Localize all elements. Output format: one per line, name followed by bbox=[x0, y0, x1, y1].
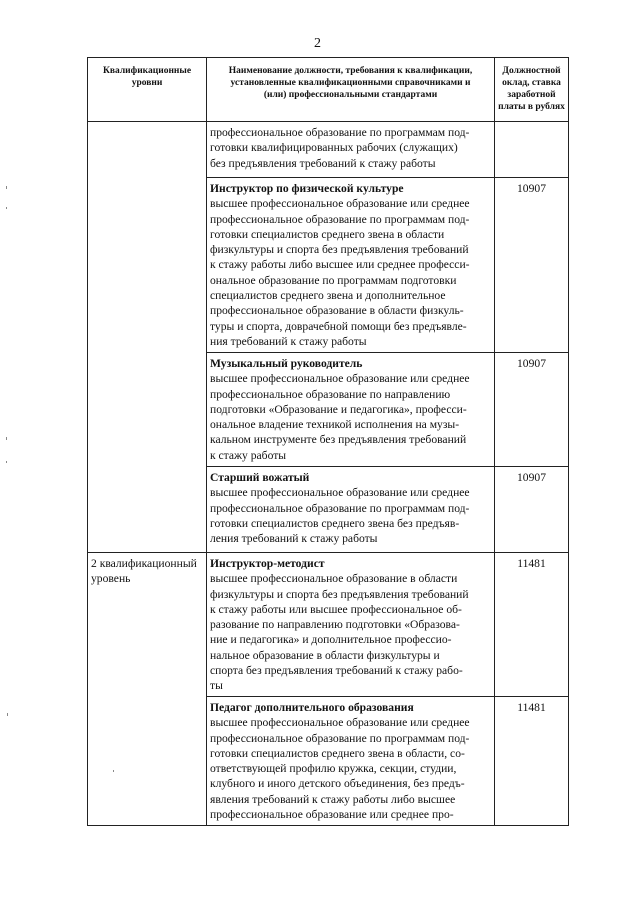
qualification-level-line: 2 квалификационный bbox=[91, 557, 197, 570]
requirement-line: к стажу работы либо высшее или среднее професси- bbox=[210, 258, 470, 272]
requirement-line: ответствующей профилю кружка, секции, студии, bbox=[210, 762, 457, 776]
qualification-level-line: уровень bbox=[91, 572, 131, 586]
requirement-line: высшее профессиональное образование или среднее bbox=[210, 372, 470, 386]
scan-artifact bbox=[6, 461, 7, 463]
requirement-line: физкультуры и спорта без предъявления требований bbox=[210, 243, 469, 257]
header-salary bbox=[495, 58, 569, 122]
requirement-line: высшее профессиональное образование или среднее bbox=[210, 486, 470, 500]
requirement-line: к стажу работы bbox=[210, 448, 287, 462]
position-title: Старший вожатый bbox=[210, 471, 310, 484]
scan-artifact bbox=[7, 713, 8, 716]
position-cell bbox=[207, 353, 495, 467]
salary-cell: 10907 bbox=[495, 353, 569, 467]
header-line: Наименование должности, требования к квалификации, bbox=[228, 66, 473, 76]
requirement-line: ональное владение техникой исполнения на музы- bbox=[210, 418, 460, 432]
requirement-line: ты bbox=[210, 679, 223, 693]
table-row bbox=[88, 553, 569, 697]
header-line: Квалификационные bbox=[102, 66, 192, 76]
position-title: Музыкальный руководитель bbox=[210, 357, 363, 370]
qualification-level-cell bbox=[88, 553, 207, 826]
requirement-line: разование по направлению подготовки «Образова- bbox=[210, 618, 460, 632]
requirement-line: профессиональное образование по программам под- bbox=[210, 501, 470, 515]
qualification-table bbox=[87, 57, 569, 826]
position-cell bbox=[207, 122, 495, 178]
header-line: установленные квалификационными справочниками и bbox=[230, 78, 471, 88]
scan-artifact bbox=[113, 770, 114, 772]
position-title: Инструктор-методист bbox=[210, 557, 325, 570]
position-cell bbox=[207, 553, 495, 697]
salary-cell: 11481 bbox=[495, 553, 569, 697]
salary-cell: 10907 bbox=[495, 467, 569, 553]
requirement-line: профессиональное образование в области физкуль- bbox=[210, 304, 464, 318]
position-requirements bbox=[210, 122, 491, 171]
requirement-line: туры и спорта, доврачебной помощи без предъявле- bbox=[210, 319, 467, 333]
header-line: (или) профессиональными стандартами bbox=[263, 90, 438, 100]
page-number: 2 bbox=[314, 36, 321, 51]
position-title: Инструктор по физической культуре bbox=[210, 182, 404, 195]
requirement-line: к стажу работы или высшее профессиональное об- bbox=[210, 602, 462, 616]
requirement-line: кальном инструменте без предъявления требований bbox=[210, 433, 467, 447]
requirement-line: профессиональное образование по программам под- bbox=[210, 126, 470, 139]
table-row bbox=[88, 122, 569, 178]
position-requirements bbox=[210, 697, 491, 822]
requirement-line: готовки специалистов среднего звена без предъяв- bbox=[210, 516, 460, 530]
scan-artifact bbox=[6, 437, 7, 440]
requirement-line: спорта без предъявления требований к стажу рабо- bbox=[210, 664, 463, 678]
requirement-line: ления требований к стажу работы bbox=[210, 532, 378, 546]
header-line: платы в рублях bbox=[498, 102, 565, 112]
header-line: уровни bbox=[131, 78, 163, 88]
requirement-line: профессиональное образование или среднее про- bbox=[210, 808, 454, 822]
position-requirements bbox=[210, 353, 491, 463]
position-title: Педагог дополнительного образования bbox=[210, 701, 414, 714]
requirement-line: подготовки «Образование и педагогика», професси- bbox=[210, 402, 467, 416]
header-line: Должностной bbox=[502, 66, 561, 76]
salary-cell: 10907 bbox=[495, 178, 569, 353]
requirement-line: клубного и иного детского объединения, без предъ- bbox=[210, 777, 465, 791]
requirement-line: ние и педагогика» и дополнительное профессио- bbox=[210, 633, 452, 647]
position-requirements bbox=[210, 467, 491, 546]
header-line: оклад, ставка bbox=[502, 78, 561, 88]
header-line: заработной bbox=[507, 90, 556, 100]
header-qualification-levels bbox=[88, 58, 207, 122]
requirement-line: готовки квалифицированных рабочих (служащих) bbox=[210, 141, 458, 155]
requirement-line: без предъявления требований к стажу работы bbox=[210, 156, 436, 170]
scan-artifact bbox=[6, 207, 7, 209]
requirement-line: профессиональное образование по программам под- bbox=[210, 212, 470, 226]
requirement-line: нальное образование в области физкультуры и bbox=[210, 648, 440, 662]
position-requirements bbox=[210, 178, 491, 349]
requirement-line: явления требований к стажу работы либо высшее bbox=[210, 792, 456, 806]
requirement-line: готовки специалистов среднего звена в области, со- bbox=[210, 746, 465, 760]
table-header-row bbox=[88, 58, 569, 122]
header-position-requirements bbox=[207, 58, 495, 122]
salary-cell: 11481 bbox=[495, 697, 569, 826]
requirement-line: ния требований к стажу работы bbox=[210, 334, 367, 348]
position-cell bbox=[207, 178, 495, 353]
salary-cell bbox=[495, 122, 569, 178]
requirement-line: высшее профессиональное образование или среднее bbox=[210, 716, 470, 730]
requirement-line: высшее профессиональное образование или среднее bbox=[210, 197, 470, 211]
qualification-level-cell bbox=[88, 122, 207, 553]
scan-artifact bbox=[6, 186, 7, 189]
requirement-line: готовки специалистов среднего звена в области bbox=[210, 227, 445, 241]
position-cell bbox=[207, 697, 495, 826]
requirement-line: профессиональное образование по программам под- bbox=[210, 731, 470, 745]
requirement-line: ональное образование по программам подготовки bbox=[210, 273, 457, 287]
position-cell bbox=[207, 467, 495, 553]
requirement-line: специалистов среднего звена и дополнительное bbox=[210, 289, 446, 303]
position-requirements bbox=[210, 553, 491, 694]
requirement-line: профессиональное образование по направлению bbox=[210, 387, 451, 401]
requirement-line: высшее профессиональное образование в области bbox=[210, 572, 458, 586]
requirement-line: физкультуры и спорта без предъявления требований bbox=[210, 587, 469, 601]
